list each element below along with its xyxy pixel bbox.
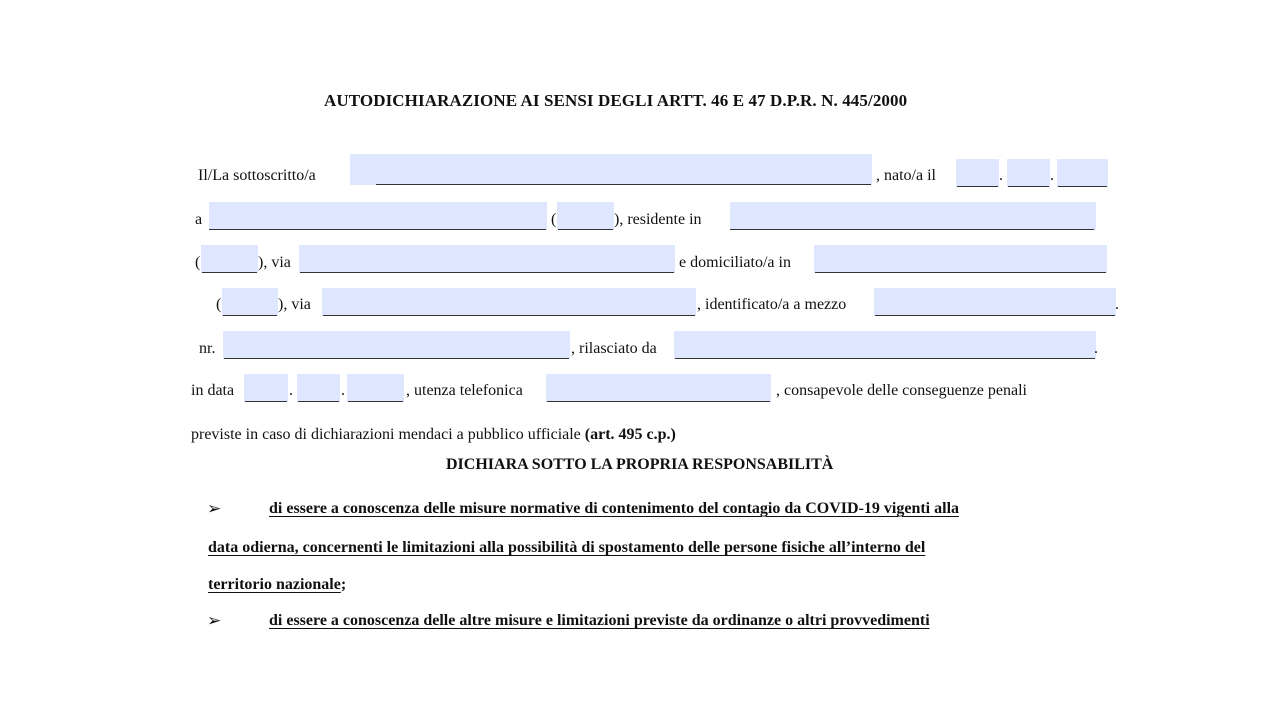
underline bbox=[348, 401, 403, 402]
comune-domicilio-field[interactable] bbox=[814, 245, 1107, 273]
label-a: a bbox=[195, 211, 203, 228]
end-dot: . bbox=[1094, 340, 1098, 357]
text-previste bbox=[191, 425, 676, 445]
label-via: ), via bbox=[258, 254, 291, 271]
label-in-data: in data bbox=[191, 382, 235, 399]
date-separator: . bbox=[999, 167, 1003, 184]
nome-cognome-field[interactable] bbox=[350, 154, 872, 185]
paren-open: ( bbox=[195, 254, 201, 271]
mese-rilascio-field[interactable] bbox=[297, 374, 340, 402]
comune-residenza-field[interactable] bbox=[730, 202, 1096, 230]
bullet-1-line-2: data odierna, concernenti le limitazioni alla possibilità di spostamento delle persone fisiche all’interno del bbox=[208, 539, 926, 556]
label-nr: nr. bbox=[199, 340, 216, 357]
luogo-nascita-field[interactable] bbox=[209, 202, 547, 230]
provincia-residenza-field[interactable] bbox=[201, 245, 258, 273]
label-utenza: , utenza telefonica bbox=[406, 382, 523, 399]
label-nato: , nato/a il bbox=[876, 167, 936, 184]
paren-open: ( bbox=[551, 211, 557, 228]
provincia-nascita-field[interactable] bbox=[557, 202, 614, 230]
rilasciato-da-field[interactable] bbox=[674, 331, 1096, 359]
underline bbox=[224, 358, 569, 359]
underline bbox=[300, 272, 674, 273]
underline bbox=[202, 272, 257, 273]
arrow-bullet-icon: ➢ bbox=[207, 499, 222, 518]
date-separator: . bbox=[1050, 167, 1054, 184]
underline bbox=[376, 184, 871, 185]
mese-nascita-field[interactable] bbox=[1007, 159, 1050, 187]
provincia-domicilio-field[interactable] bbox=[222, 288, 278, 316]
underline bbox=[957, 186, 998, 187]
label-domiciliato: e domiciliato/a in bbox=[679, 254, 791, 271]
date-separator: . bbox=[341, 382, 345, 399]
bullet-1-line-3-text: territorio nazionale bbox=[208, 576, 341, 593]
documento-field[interactable] bbox=[874, 288, 1116, 316]
arrow-bullet-icon: ➢ bbox=[207, 611, 222, 630]
underline bbox=[298, 401, 339, 402]
numero-documento-field[interactable] bbox=[223, 331, 570, 359]
document-title: AUTODICHIARAZIONE AI SENSI DEGLI ARTT. 46 E 47 D.P.R. N. 445/2000 bbox=[324, 91, 908, 110]
art-495-ref: (art. 495 c.p.) bbox=[584, 426, 676, 443]
giorno-rilascio-field[interactable] bbox=[244, 374, 288, 402]
bullet-1-line-3 bbox=[208, 575, 346, 595]
underline bbox=[1008, 186, 1049, 187]
paren-open: ( bbox=[216, 296, 222, 313]
underline bbox=[875, 315, 1115, 316]
date-separator: . bbox=[289, 382, 293, 399]
anno-nascita-field[interactable] bbox=[1057, 159, 1108, 187]
bullet-1-line-1: di essere a conoscenza delle misure normative di contenimento del contagio da COVID-19 vigenti alla bbox=[269, 500, 960, 517]
label-sottoscritto: Il/La sottoscritto/a bbox=[198, 167, 316, 184]
declaration-heading: DICHIARA SOTTO LA PROPRIA RESPONSABILITÀ bbox=[446, 456, 834, 473]
previste-text: previste in caso di dichiarazioni mendaci a pubblico ufficiale bbox=[191, 426, 581, 443]
label-residente: ), residente in bbox=[614, 211, 702, 228]
giorno-nascita-field[interactable] bbox=[956, 159, 999, 187]
via-residenza-field[interactable] bbox=[299, 245, 675, 273]
telefono-field[interactable] bbox=[546, 374, 771, 402]
anno-rilascio-field[interactable] bbox=[347, 374, 404, 402]
semicolon: ; bbox=[340, 576, 347, 593]
underline bbox=[730, 229, 1094, 230]
underline bbox=[209, 229, 546, 230]
label-identificato: , identificato/a a mezzo bbox=[697, 296, 847, 313]
underline bbox=[223, 315, 277, 316]
underline bbox=[558, 229, 613, 230]
underline bbox=[1058, 186, 1107, 187]
label-rilasciato: , rilasciato da bbox=[571, 340, 657, 357]
label-consapevole: , consapevole delle conseguenze penali bbox=[776, 382, 1027, 399]
underline bbox=[675, 358, 1095, 359]
bullet-2-line-1: di essere a conoscenza delle altre misure e limitazioni previste da ordinanze o altri provvedimenti bbox=[269, 612, 930, 629]
underline bbox=[547, 401, 770, 402]
via-domicilio-field[interactable] bbox=[322, 288, 696, 316]
underline bbox=[815, 272, 1106, 273]
underline bbox=[245, 401, 287, 402]
end-dot: . bbox=[1115, 296, 1119, 313]
label-via: ), via bbox=[278, 296, 311, 313]
underline bbox=[323, 315, 695, 316]
